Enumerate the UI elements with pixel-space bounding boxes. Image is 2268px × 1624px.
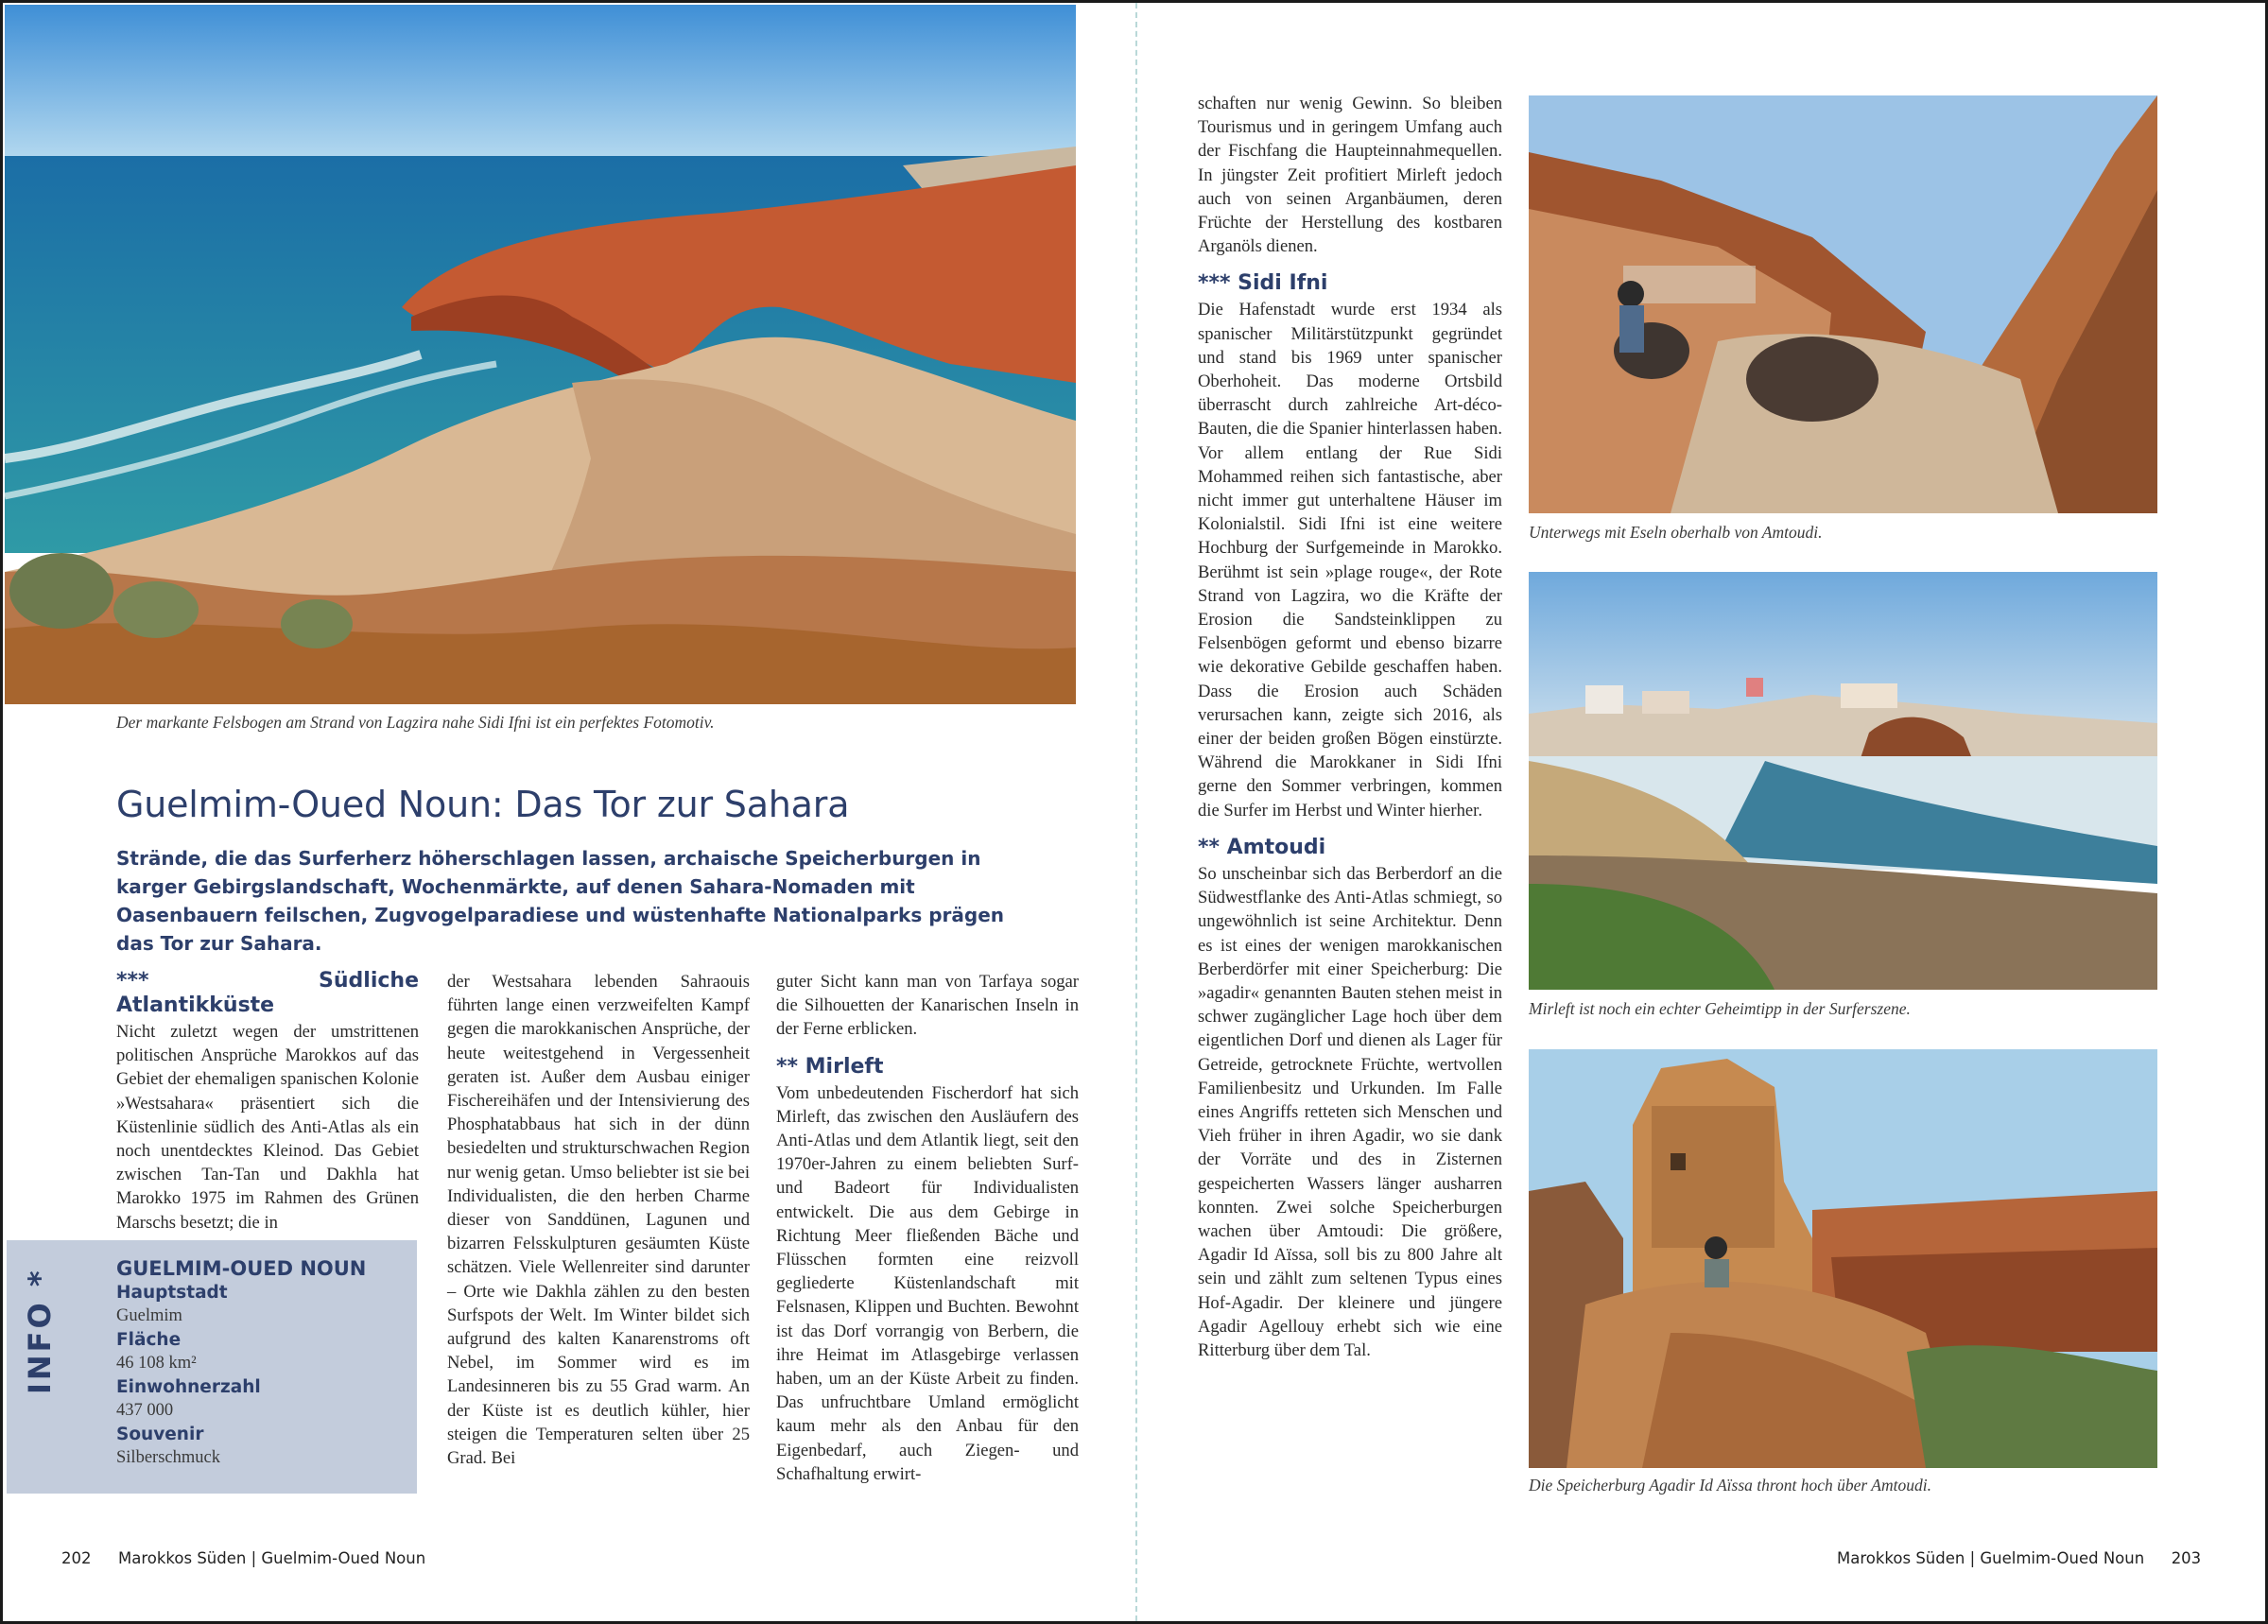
caption-mirleft: Mirleft ist noch ein echter Geheimtipp in der Surferszene. <box>1529 999 1911 1018</box>
body-text: guter Sicht kann man von Tarfaya sogar die Silhouetten der Kanarischen Inseln in der Ferne erblicken. <box>776 972 1079 1040</box>
body-text: So unscheinbar sich das Berberdorf an die Südwestflanke des Anti-Atlas schmiegt, so ungewöhnlich ist seine Architektur. Denn es ist eines der wenigen marokkanischen Berberdörfer mit einer Speicherburg: Die »agadir« genannten Bauten stehen meist in schwer zugänglicher Lage hoch über dem eigentlichen Dorf und dienen als Lager für Getreide, getrocknete Früchte, wertvollen Familienbesitz und Urkunden. Im Falle eines Angriffs retteten sich Menschen und Vieh früher in ihren Agadir, wo sie dank der Vorräte und des in Zisternen gespeicherten Wassers länger ausharren konnten. Zwei solche Speicherburgen wachen über Amtoudi: Die größere, Agadir Id Aïssa, soll bis zu 800 Jahre alt sein und zählt zum seltenen Typus eines Hof-Agadir. Der kleinere und jüngere Agadir Agellouy erhebt sich wie eine Ritterburg über dem Tal. <box>1198 863 1502 1360</box>
hero-photo-lagzira-arch <box>5 5 1076 704</box>
info-label-souvenir: Souvenir <box>116 1425 204 1444</box>
article-column-3 <box>776 970 1079 1486</box>
info-value-souvenir: Silberschmuck <box>116 1448 220 1467</box>
page-headline: Guelmim-Oued Noun: Das Tor zur Sahara <box>116 784 850 825</box>
section-heading-amtoudi: ** Amtoudi <box>1198 835 1326 859</box>
page-gutter <box>1135 3 1137 1621</box>
info-value-flaeche: 46 108 km² <box>116 1354 197 1373</box>
info-value-einwohnerzahl: 437 000 <box>116 1401 174 1420</box>
caption-agadir: Die Speicherburg Agadir Id Aïssa thront hoch über Amtoudi. <box>1529 1476 1931 1494</box>
body-text: Nicht zuletzt wegen der umstrittenen politischen Ansprüche Marokkos auf das Gebiet der ehemaligen spanischen Kolonie »Westsahara« präsentiert sich die Küstenlinie südlich des Anti-Atlas als ein noch unentdecktes Kleinod. Das Gebiet zwischen Tan-Tan und Dakhla hat Marokko 1975 im Rahmen des Grünen Marschs besetzt; die in <box>116 1022 419 1233</box>
asterisk-icon: * <box>22 1268 58 1287</box>
photo-donkeys-amtoudi <box>1529 95 2157 513</box>
photo-agadir-id-aissa <box>1529 1049 2157 1468</box>
hero-caption: Der markante Felsbogen am Strand von Lagzira nahe Sidi Ifni ist ein perfektes Fotomotiv. <box>116 713 715 732</box>
footer-left <box>61 1549 425 1567</box>
info-label: INFO <box>22 1300 58 1394</box>
page-number-left: 202 <box>61 1549 92 1567</box>
footer-section-left: Marokkos Süden | Guelmim-Oued Noun <box>118 1549 426 1567</box>
body-text: Die Hafenstadt wurde erst 1934 als spanischer Militärstützpunkt gegründet und stand bis 1969 unter spanischer Oberhoheit. Das moderne Ortsbild überrascht durch zahlreiche Art-déco-Bauten, die die Spanier hinterlassen haben. Vor allem entlang der Rue Sidi Mohammed reihen sich fantastische, aber nicht immer gut unterhaltene Häuser im Kolonialstil. Sidi Ifni ist eine weitere Hochburg der Surfgemeinde in Marokko. Berühmt ist sein »plage rouge«, der Rote Strand von Lagzira, wo die Kräfte der Erosion die Sandsteinklippen zu Felsenbögen geformt und ebenso bizarre wie dekorative Gebilde geschaffen haben. Dass die Erosion auch Schäden verursachen kann, zeigte sich 2016, als einer der beiden großen Bögen einstürzte. Während die Marokkaner in Sidi Ifni gerne den Sommer verbringen, kommen die Surfer im Herbst und Winter hierher. <box>1198 300 1502 821</box>
article-column-right <box>1198 92 1502 1362</box>
footer-section-right: Marokkos Süden | Guelmim-Oued Noun <box>1837 1549 2145 1567</box>
section-heading-mirleft: ** Mirleft <box>776 1054 884 1079</box>
info-title: GUELMIM-OUED NOUN <box>116 1257 367 1280</box>
body-text: Vom unbedeutenden Fischerdorf hat sich Mirleft, das zwischen den Ausläufern des Anti-Atlas und dem Atlantik liegt, seit den 1970er-Jahren zu einem beliebten Surf- und Badeort für Individualisten entwickelt. Die aus dem Gebirge in Richtung Meer fließenden Bäche und Flüsschen formten eine reizvoll gegliederte Küstenlandschaft mit Felsnasen, Klippen und Buchten. Bewohnt ist das Dorf vorrangig von Berbern, die ihre Heimat im Atlasgebirge verlassen haben, um an der Küste Arbeit zu finden. Das unfruchtbare Umland ermöglicht kaum mehr als den Anbau für den Eigenbedarf, auch Ziegen- und Schafhaltung erwirt- <box>776 1082 1079 1484</box>
info-value-hauptstadt: Guelmim <box>116 1306 182 1325</box>
info-label-hauptstadt: Hauptstadt <box>116 1283 228 1303</box>
section-heading-atlantikkueste: *** Südliche Atlantikküste <box>116 969 419 1017</box>
info-content <box>116 1256 400 1470</box>
section-heading-sidi-ifni: *** Sidi Ifni <box>1198 271 1328 296</box>
lead-paragraph: Strände, die das Surferherz höherschlagen lassen, archaische Speicherburgen in karger Gebirgslandschaft, Wochenmärkte, auf denen Sahara-Nomaden mit Oasenbauern feilschen, Zugvogelparadiese und wüstenhafte Nationalparks prägen das Tor zur Sahara. <box>116 847 1005 955</box>
info-label-flaeche: Fläche <box>116 1330 182 1350</box>
body-text: der Westsahara lebenden Sahraouis führten lange einen verzweifelten Kampf gegen die marokkanischen Ansprüche, der heute weitestgehend in Vergessenheit geraten ist. Außer dem Ausbau einiger Fischereihäfen und der Intensivierung des Phosphatabbaus hat sich in der dünn besiedelten und strukturschwachen Region nur wenig getan. Umso beliebter ist sie bei Individualisten, die den herben Charme dieser von Sanddünen, Lagunen und bizarren Felsskulpturen gesäumten Küste schätzen. Viele Wellenreiter sind darunter – Orte wie Dakhla zählen zu den besten Surfspots der Welt. Im Winter bildet sich aufgrund des kalten Kanarenstroms oft Nebel, im Sommer wird es im Landesinneren bis zu 55 Grad warm. An der Küste ist es deutlich kühler, hier steigen die Temperaturen selten über 25 Grad. Bei <box>447 972 750 1469</box>
caption-donkeys: Unterwegs mit Eseln oberhalb von Amtoudi. <box>1529 523 1823 542</box>
page-number-right: 203 <box>2171 1549 2202 1567</box>
photo-mirleft-beach <box>1529 572 2157 990</box>
footer-right <box>1837 1549 2201 1567</box>
info-tab <box>20 1260 67 1392</box>
body-text: schaften nur wenig Gewinn. So bleiben Tourismus und in geringem Umfang auch der Fischfang die Haupteinnahmequellen. In jüngster Zeit profitiert Mirleft jedoch auch von seinen Arganbäumen, deren Früchte der Herstellung des kostbaren Arganöls dienen. <box>1198 94 1502 257</box>
article-column-1 <box>116 969 419 1235</box>
article-column-2 <box>447 970 750 1470</box>
info-label-einwohnerzahl: Einwohnerzahl <box>116 1377 261 1397</box>
